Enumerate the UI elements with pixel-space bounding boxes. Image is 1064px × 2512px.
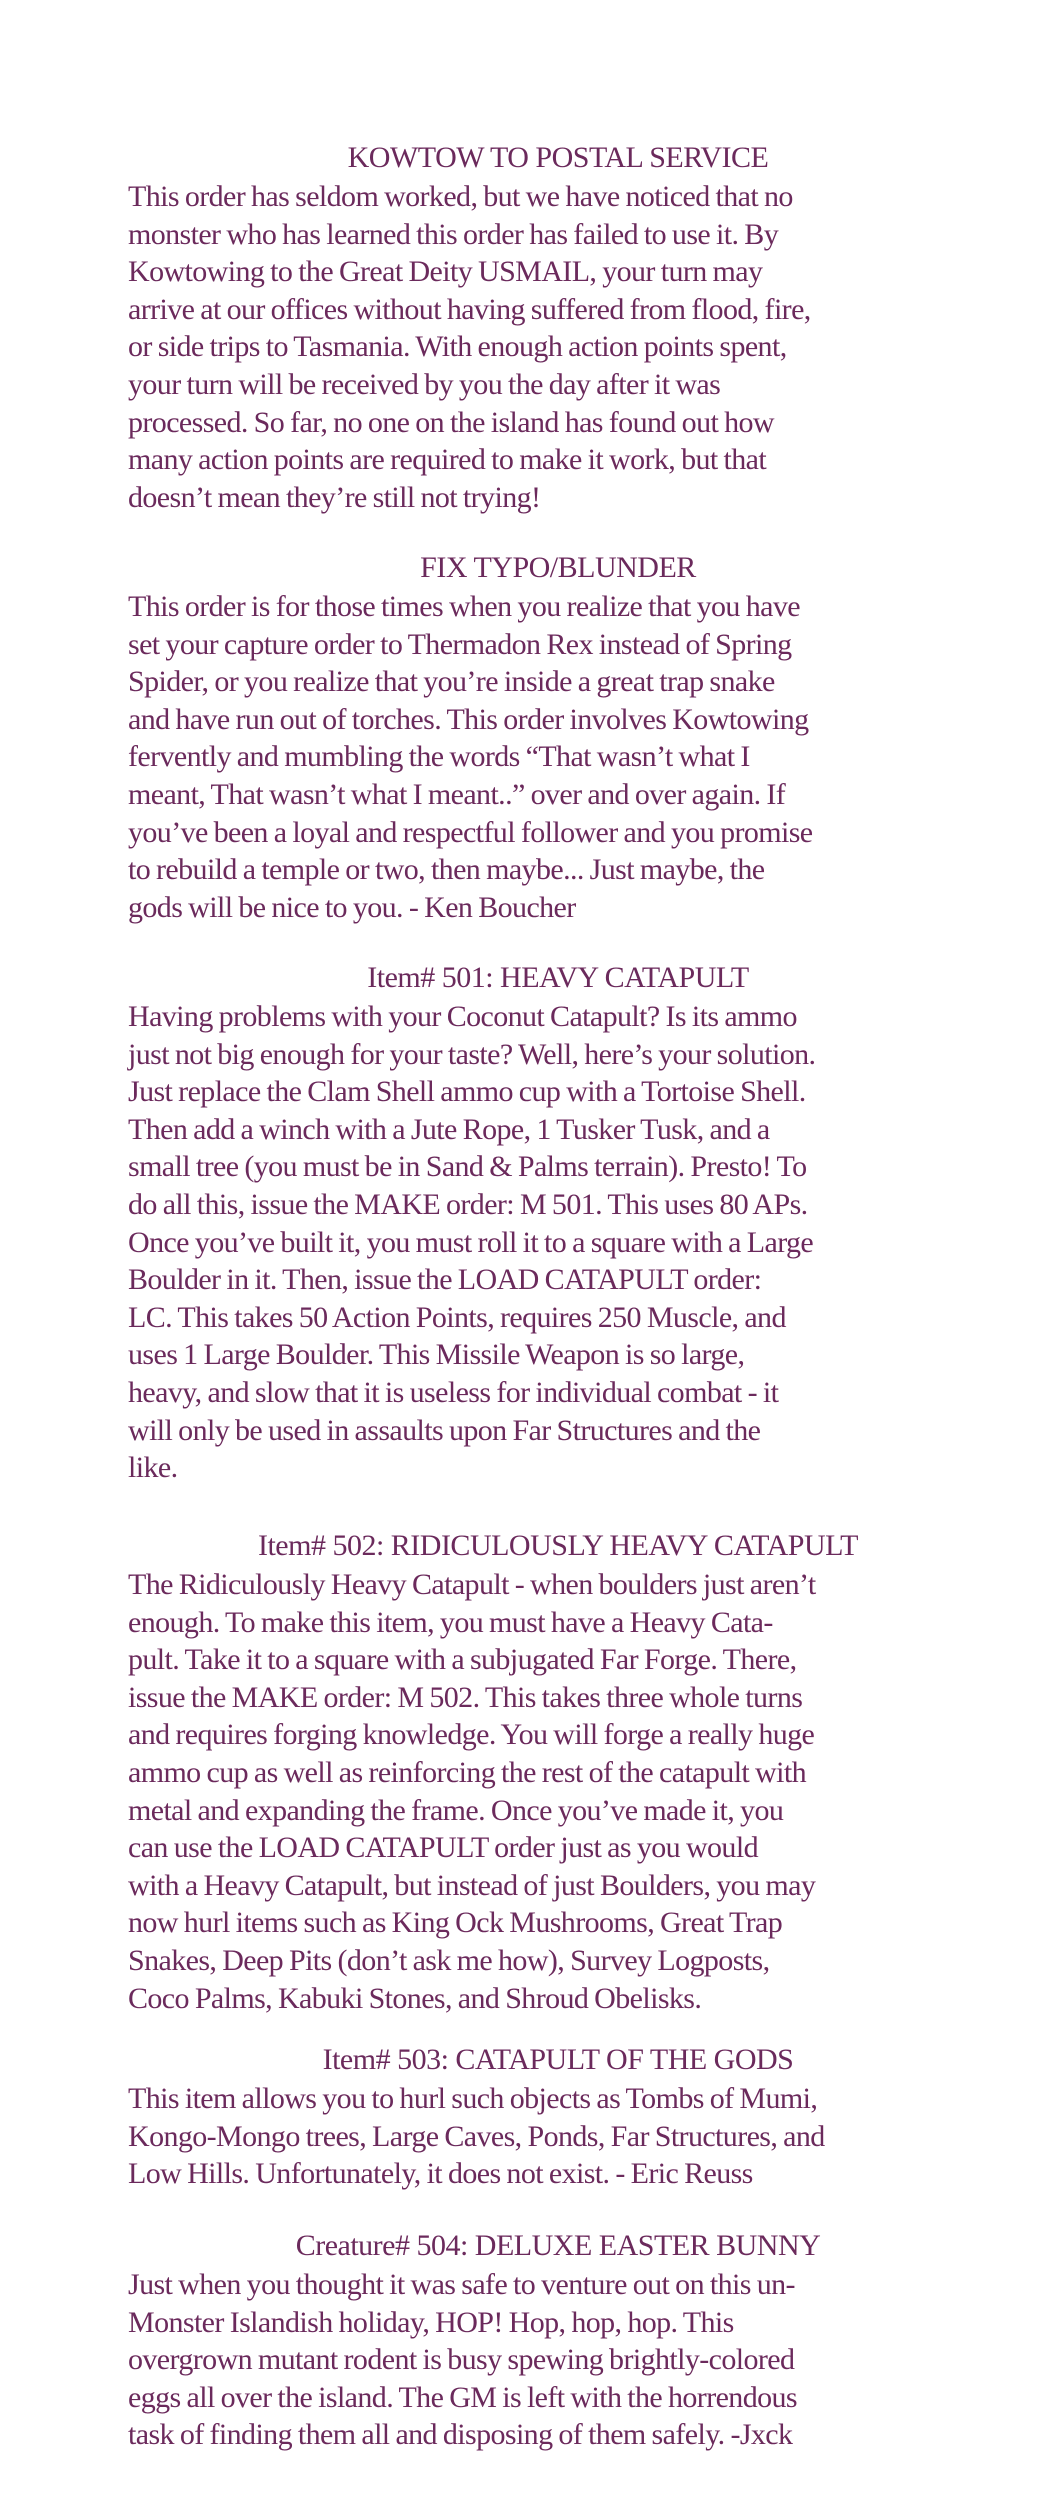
section-body: [128, 178, 988, 516]
section-heading: Item# 501: HEAVY CATAPULT: [367, 961, 749, 994]
section-heading: Item# 503: CATAPULT OF THE GODS: [322, 2043, 794, 2076]
text-line: This item allows you to hurl such objects as Tombs of Mumi,: [128, 2082, 818, 2115]
text-line: Then add a winch with a Jute Rope, 1 Tusker Tusk, and a: [128, 1112, 770, 1146]
section-heading: FIX TYPO/BLUNDER: [420, 551, 696, 584]
text-line: This order is for those times when you realize that you have: [128, 590, 800, 623]
text-line: and requires forging knowledge. You will forge a really huge: [128, 1718, 815, 1752]
text-line: or side trips to Tasmania. With enough action points spent,: [128, 330, 787, 364]
section-body: [128, 588, 988, 926]
text-line: small tree (you must be in Sand & Palms terrain). Presto! To: [128, 1150, 807, 1184]
text-line: meant, That wasn’t what I meant..” over and over again. If: [128, 777, 786, 811]
text-line: arrive at our offices without having suffered from flood, fire,: [128, 292, 811, 326]
text-line: with a Heavy Catapult, but instead of just Boulders, you may: [128, 1868, 816, 1902]
section-body: [128, 2080, 988, 2193]
text-line: metal and expanding the frame. Once you’ve made it, you: [128, 1793, 784, 1827]
text-line: Kongo-Mongo trees, Large Caves, Ponds, Far Structures, and: [128, 2119, 825, 2153]
text-line: Coco Palms, Kabuki Stones, and Shroud Obelisks.: [128, 1981, 702, 2015]
text-line: to rebuild a temple or two, then maybe... Just maybe, the: [128, 853, 765, 887]
section-body: [128, 1566, 988, 2017]
section-body: [128, 2266, 988, 2454]
section-item-503-catapult-of-the-gods: [128, 2040, 988, 2193]
text-line: heavy, and slow that it is useless for individual combat - it: [128, 1375, 779, 1409]
text-line: enough. To make this item, you must have a Heavy Cata-: [128, 1605, 773, 1639]
section-heading: Item# 502: RIDICULOUSLY HEAVY CATAPULT: [257, 1529, 859, 1562]
text-line: pult. Take it to a square with a subjugated Far Forge. There,: [128, 1643, 797, 1677]
text-line: now hurl items such as King Ock Mushrooms, Great Trap: [128, 1906, 783, 1940]
text-line: Once you’ve built it, you must roll it to a square with a Large: [128, 1225, 814, 1259]
section-body: [128, 998, 988, 1487]
text-line: monster who has learned this order has failed to use it. By: [128, 217, 779, 251]
text-line: Monster Islandish holiday, HOP! Hop, hop, hop. This: [128, 2305, 734, 2339]
text-line: like.: [128, 1451, 178, 1485]
section-fix-typo-blunder: [128, 548, 988, 926]
text-line: set your capture order to Thermadon Rex instead of Spring: [128, 627, 792, 661]
text-line: Boulder in it. Then, issue the LOAD CATAPULT order:: [128, 1263, 762, 1297]
text-line: Spider, or you realize that you’re inside a great trap snake: [128, 665, 775, 699]
text-line: just not big enough for your taste? Well, here’s your solution.: [128, 1037, 816, 1071]
text-line: Snakes, Deep Pits (don’t ask me how), Survey Logposts,: [128, 1943, 770, 1977]
text-line: ammo cup as well as reinforcing the rest of the catapult with: [128, 1755, 806, 1789]
text-line: gods will be nice to you. - Ken Boucher: [128, 890, 576, 924]
text-line: your turn will be received by you the day after it was: [128, 367, 721, 401]
text-line: you’ve been a loyal and respectful follower and you promise: [128, 815, 813, 849]
text-line: do all this, issue the MAKE order: M 501. This uses 80 APs.: [128, 1187, 808, 1221]
text-line: overgrown mutant rodent is busy spewing brightly-colored: [128, 2343, 795, 2377]
text-line: This order has seldom worked, but we have noticed that no: [128, 180, 793, 213]
text-line: uses 1 Large Boulder. This Missile Weapon is so large,: [128, 1338, 745, 1372]
text-line: LC. This takes 50 Action Points, requires 250 Muscle, and: [128, 1300, 786, 1334]
text-line: doesn’t mean they’re still not trying!: [128, 480, 541, 514]
text-line: Just replace the Clam Shell ammo cup with a Tortoise Shell.: [128, 1075, 806, 1109]
text-line: fervently and mumbling the words “That wasn’t what I: [128, 740, 750, 774]
section-heading: Creature# 504: DELUXE EASTER BUNNY: [295, 2229, 821, 2262]
text-line: The Ridiculously Heavy Catapult - when boulders just aren’t: [128, 1568, 816, 1601]
text-line: issue the MAKE order: M 502. This takes three whole turns: [128, 1680, 803, 1714]
text-line: Low Hills. Unfortunately, it does not exist. - Eric Reuss: [128, 2157, 753, 2191]
text-line: Kowtowing to the Great Deity USMAIL, your turn may: [128, 255, 763, 289]
text-line: Just when you thought it was safe to venture out on this un-: [128, 2268, 795, 2301]
section-item-502-ridiculously-heavy-catapult: [128, 1526, 988, 2017]
text-line: will only be used in assaults upon Far Structures and the: [128, 1413, 761, 1447]
section-item-501-heavy-catapult: [128, 958, 988, 1487]
text-line: can use the LOAD CATAPULT order just as you would: [128, 1831, 758, 1865]
section-heading: KOWTOW TO POSTAL SERVICE: [347, 141, 769, 174]
text-line: eggs all over the island. The GM is left with the horrendous: [128, 2380, 797, 2414]
text-line: many action points are required to make it work, but that: [128, 443, 767, 477]
text-line: task of finding them all and disposing of them safely. -Jxck: [128, 2418, 793, 2452]
section-kowtow-postal-service: [128, 138, 988, 516]
text-line: and have run out of torches. This order involves Kowtowing: [128, 702, 809, 736]
text-line: Having problems with your Coconut Catapult? Is its ammo: [128, 1000, 797, 1033]
section-creature-504-deluxe-easter-bunny: [128, 2226, 988, 2454]
text-line: processed. So far, no one on the island has found out how: [128, 405, 774, 439]
